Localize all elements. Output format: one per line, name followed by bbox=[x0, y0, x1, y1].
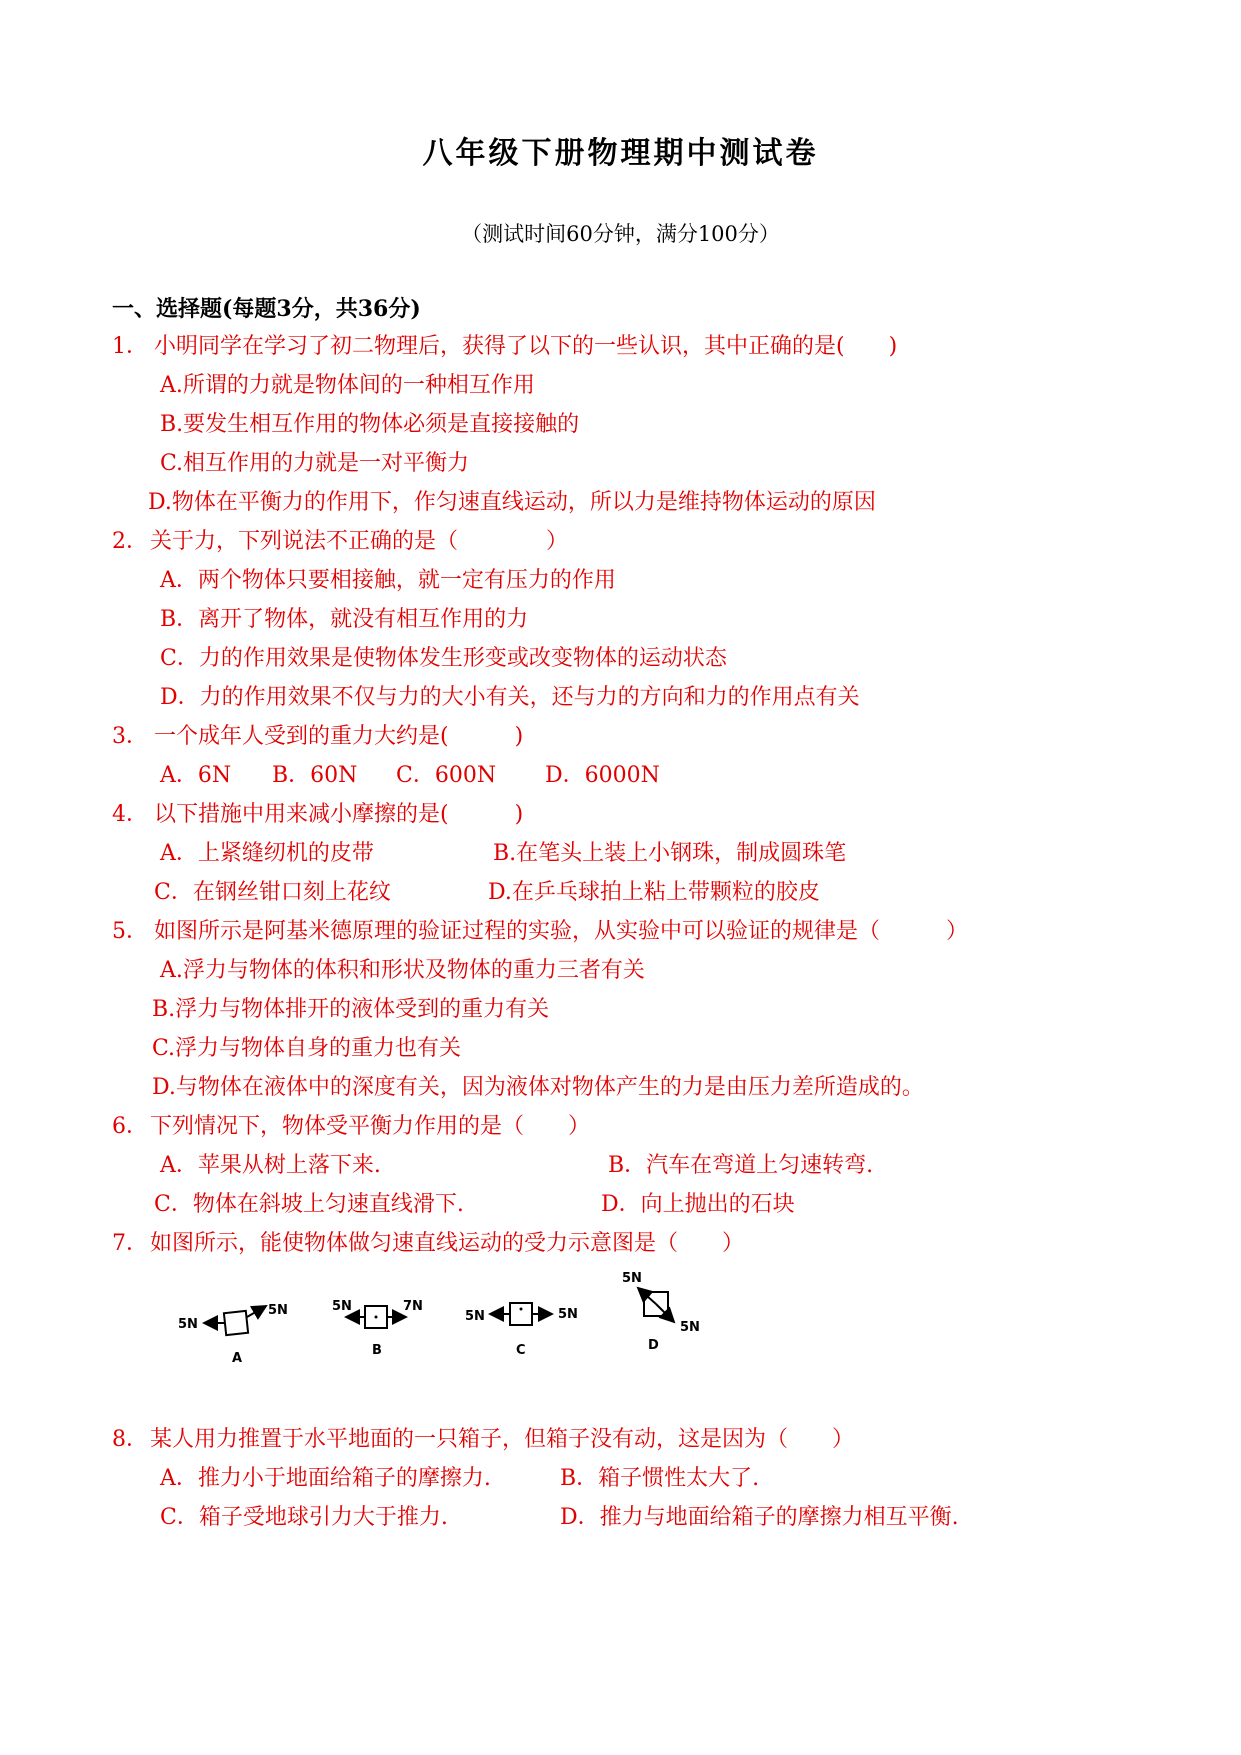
diagram-d-label: D bbox=[648, 1338, 659, 1353]
q4-option-c: C．在钢丝钳口刻上花纹 bbox=[154, 880, 391, 905]
q1-option-c: C.相互作用的力就是一对平衡力 bbox=[160, 451, 470, 476]
q1-option-b: B.要发生相互作用的物体必须是直接接触的 bbox=[160, 412, 580, 437]
q5-option-c: C.浮力与物体自身的重力也有关 bbox=[152, 1036, 462, 1061]
question-stem: 下列情况下，物体受平衡力作用的是（ ） bbox=[150, 1114, 591, 1139]
q8-option-d: D．推力与地面给箱子的摩擦力相互平衡. bbox=[560, 1505, 959, 1530]
question-stem: 小明同学在学习了初二物理后，获得了以下的一些认识，其中正确的是( ) bbox=[154, 334, 898, 359]
q1-option-a: A.所谓的力就是物体间的一种相互作用 bbox=[160, 373, 535, 398]
q2-option-c: C．力的作用效果是使物体发生形变或改变物体的运动状态 bbox=[160, 646, 727, 671]
diagram-c-right-force: 5N bbox=[558, 1307, 578, 1322]
diagram-a-label: A bbox=[232, 1351, 243, 1366]
question-number: 8． bbox=[112, 1427, 148, 1452]
q2-option-a: A．两个物体只要相接触，就一定有压力的作用 bbox=[160, 568, 616, 593]
q5-option-d: D.与物体在液体中的深度有关，因为液体对物体产生的力是由压力差所造成的。 bbox=[152, 1075, 924, 1100]
q3-option-b: B．60N bbox=[272, 763, 358, 788]
question-number: 3． bbox=[112, 724, 148, 749]
question-stem: 一个成年人受到的重力大约是( ) bbox=[154, 724, 524, 749]
question-8 bbox=[112, 1425, 854, 1455]
q1-option-d: D.物体在平衡力的作用下，作匀速直线运动，所以力是维持物体运动的原因 bbox=[148, 490, 876, 515]
q2-option-b: B．离开了物体，就没有相互作用的力 bbox=[160, 607, 529, 632]
question-3 bbox=[112, 722, 523, 752]
diagram-c-label: C bbox=[516, 1343, 526, 1358]
q8-option-a: A．推力小于地面给箱子的摩擦力. bbox=[160, 1466, 491, 1491]
question-4 bbox=[112, 800, 523, 830]
question-stem: 关于力，下列说法不正确的是（ ） bbox=[150, 529, 569, 554]
q3-option-a: A．6N bbox=[160, 763, 232, 788]
q3-option-c: C．600N bbox=[396, 763, 497, 788]
diagram-a-left-force: 5N bbox=[178, 1317, 198, 1332]
diagram-a-right-force: 5N bbox=[268, 1303, 288, 1318]
q6-option-c: C．物体在斜坡上匀速直线滑下. bbox=[154, 1192, 464, 1217]
q3-option-d: D．6000N bbox=[545, 763, 660, 788]
q4-option-d: D.在乒乓球拍上粘上带颗粒的胶皮 bbox=[488, 880, 820, 905]
question-number: 5． bbox=[112, 919, 148, 944]
q6-option-a: A．苹果从树上落下来. bbox=[160, 1153, 381, 1178]
question-stem: 如图所示，能使物体做匀速直线运动的受力示意图是（ ） bbox=[150, 1231, 745, 1256]
question-stem: 以下措施中用来减小摩擦的是( ) bbox=[154, 802, 524, 827]
q2-option-d: D．力的作用效果不仅与力的大小有关，还与力的方向和力的作用点有关 bbox=[160, 685, 860, 710]
diagram-b-right-force: 7N bbox=[403, 1299, 423, 1314]
diagram-d-top-force: 5N bbox=[622, 1271, 642, 1286]
question-2 bbox=[112, 527, 568, 557]
q6-option-d: D．向上抛出的石块 bbox=[601, 1192, 795, 1217]
diagram-d bbox=[622, 1271, 700, 1353]
section-heading: 一、选择题(每题3分，共36分) bbox=[112, 296, 421, 322]
q4-option-b: B.在笔头上装上小钢珠，制成圆珠笔 bbox=[493, 841, 847, 866]
q8-option-b: B．箱子惯性太大了. bbox=[560, 1466, 760, 1491]
q5-option-b: B.浮力与物体排开的液体受到的重力有关 bbox=[152, 997, 550, 1022]
page-subtitle: （测试时间60分钟，满分100分） bbox=[461, 222, 780, 246]
question-6 bbox=[112, 1112, 590, 1142]
q4-option-a: A．上紧缝纫机的皮带 bbox=[160, 841, 374, 866]
q5-option-a: A.浮力与物体的体积和形状及物体的重力三者有关 bbox=[160, 958, 645, 983]
question-number: 2． bbox=[112, 529, 148, 554]
diagram-d-bottom-force: 5N bbox=[680, 1320, 700, 1335]
diagram-b bbox=[332, 1299, 423, 1358]
diagram-c-left-force: 5N bbox=[465, 1309, 485, 1324]
question-stem: 如图所示是阿基米德原理的验证过程的实验，从实验中可以验证的规律是（ ） bbox=[154, 919, 969, 944]
question-number: 6． bbox=[112, 1114, 148, 1139]
q8-option-c: C．箱子受地球引力大于推力. bbox=[160, 1505, 448, 1530]
diagram-a bbox=[178, 1303, 288, 1366]
question-5 bbox=[112, 917, 968, 947]
question-7 bbox=[112, 1229, 744, 1259]
diagram-b-label: B bbox=[372, 1343, 382, 1358]
page-title: 八年级下册物理期中测试卷 bbox=[422, 136, 819, 171]
question-1 bbox=[112, 332, 897, 362]
diagram-c bbox=[465, 1303, 578, 1358]
force-diagram-figure bbox=[160, 1262, 820, 1382]
question-stem: 某人用力推置于水平地面的一只箱子，但箱子没有动，这是因为（ ） bbox=[150, 1427, 855, 1452]
q6-option-b: B．汽车在弯道上匀速转弯. bbox=[608, 1153, 874, 1178]
question-number: 1． bbox=[112, 334, 148, 359]
question-number: 4． bbox=[112, 802, 148, 827]
question-number: 7． bbox=[112, 1231, 148, 1256]
diagram-b-left-force: 5N bbox=[332, 1299, 352, 1314]
